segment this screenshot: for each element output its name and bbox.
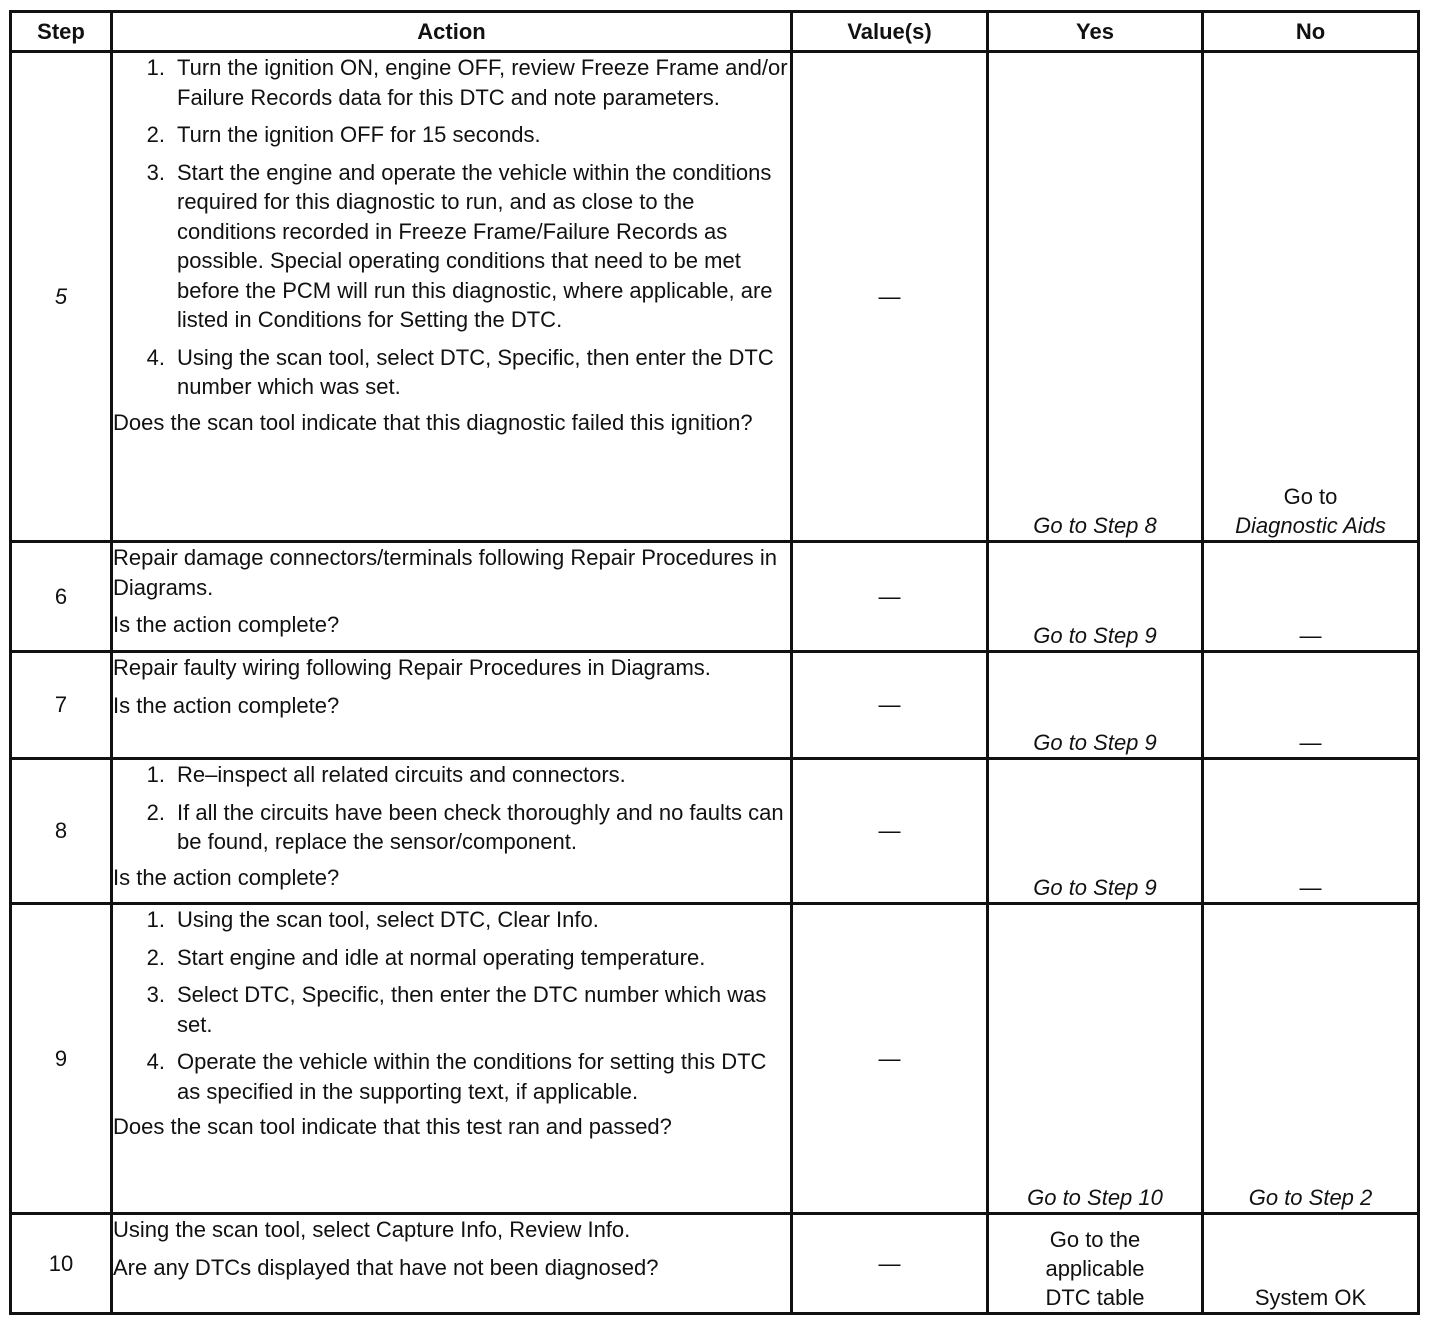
item-number: 1. <box>146 762 165 787</box>
action-cell <box>112 542 792 652</box>
step-number: 7 <box>11 652 112 759</box>
item-text: Operate the vehicle within the conditions for setting this DTC as specified in the supporting text, if applicable. <box>177 1049 767 1104</box>
step-number: 8 <box>11 759 112 904</box>
header-row <box>11 12 1419 52</box>
item-text: Select DTC, Specific, then enter the DTC number which was set. <box>177 982 767 1037</box>
item-text: Re–inspect all related circuits and connectors. <box>177 762 626 787</box>
table-row <box>11 904 1419 1214</box>
item-number: 1. <box>146 907 165 932</box>
header-step: Step <box>11 12 112 52</box>
yes-text-line: DTC table <box>1045 1285 1145 1310</box>
item-number: 4. <box>146 344 165 370</box>
item-number: 2. <box>146 799 165 825</box>
action-cell <box>112 652 792 759</box>
list-item <box>113 1047 790 1106</box>
item-text: If all the circuits have been check thoroughly and no faults can be found, replace the sensor/component. <box>177 799 784 854</box>
yes-cell: Go to Step 9 <box>988 759 1203 904</box>
no-cell: — <box>1203 542 1419 652</box>
step-number: 9 <box>11 904 112 1214</box>
no-cell: System OK <box>1203 1214 1419 1314</box>
action-question: Is the action complete? <box>113 864 340 890</box>
value-cell: — <box>792 52 988 542</box>
header-action: Action <box>112 12 792 52</box>
item-number: 1. <box>146 55 165 80</box>
value-cell: — <box>792 652 988 759</box>
action-list <box>113 905 790 1106</box>
action-cell <box>112 52 792 542</box>
value-cell: — <box>792 904 988 1214</box>
list-item <box>113 343 790 402</box>
action-question: Is the action complete? <box>113 612 340 637</box>
item-text: Turn the ignition ON, engine OFF, review Freeze Frame and/or Failure Records data for this DTC and note parameters. <box>177 55 788 110</box>
no-cell: — <box>1203 759 1419 904</box>
item-text: Turn the ignition OFF for 15 seconds. <box>177 122 541 147</box>
item-number: 2. <box>146 944 165 970</box>
action-cell <box>112 759 792 904</box>
action-question: Does the scan tool indicate that this diagnostic failed this ignition? <box>113 409 753 435</box>
action-list <box>113 760 790 857</box>
action-text: Repair damage connectors/terminals following Repair Procedures in Diagrams. <box>113 545 777 600</box>
item-number: 4. <box>146 1049 165 1074</box>
list-item <box>113 760 790 790</box>
yes-cell: Go to Step 10 <box>988 904 1203 1214</box>
list-item <box>113 798 790 857</box>
value-cell: — <box>792 1214 988 1314</box>
list-item <box>113 120 790 150</box>
list-item <box>113 943 790 973</box>
value-cell: — <box>792 759 988 904</box>
no-cell: — <box>1203 652 1419 759</box>
no-text-line: Go to <box>1283 484 1338 509</box>
item-number: 3. <box>146 982 165 1007</box>
action-question: Is the action complete? <box>113 692 340 718</box>
header-no: No <box>1203 12 1419 52</box>
diagnostic-table <box>9 10 1420 1315</box>
yes-cell: Go to Step 9 <box>988 652 1203 759</box>
list-item <box>113 905 790 935</box>
yes-cell: Go to Step 9 <box>988 542 1203 652</box>
item-text: Start the engine and operate the vehicle within the conditions required for this diagnostic to run, and as close to the conditions recorded in Freeze Frame/Failure Records as possible. Special operating conditions that need to be met before the PCM will run this diagnostic, where applicable, are listed in Conditions for Setting the DTC. <box>177 159 773 332</box>
action-question: Are any DTCs displayed that have not been diagnosed? <box>113 1254 659 1280</box>
table-row <box>11 542 1419 652</box>
header-values: Value(s) <box>792 12 988 52</box>
header-yes: Yes <box>988 12 1203 52</box>
yes-text-line: Go to the <box>1049 1227 1141 1252</box>
action-cell <box>112 904 792 1214</box>
no-cell <box>1203 52 1419 542</box>
list-item <box>113 158 790 335</box>
yes-cell: Go to Step 8 <box>988 52 1203 542</box>
table-row <box>11 52 1419 542</box>
yes-cell <box>988 1214 1203 1314</box>
table-row <box>11 652 1419 759</box>
table-row <box>11 1214 1419 1314</box>
yes-text-line: applicable <box>1045 1256 1145 1281</box>
list-item <box>113 53 790 112</box>
step-number: 6 <box>11 542 112 652</box>
table-row <box>11 759 1419 904</box>
value-cell: — <box>792 542 988 652</box>
item-number: 3. <box>146 159 165 185</box>
item-text: Start engine and idle at normal operating temperature. <box>177 944 706 970</box>
step-number: 5 <box>11 52 112 542</box>
action-question: Does the scan tool indicate that this test ran and passed? <box>113 1114 672 1139</box>
item-number: 2. <box>146 122 165 147</box>
no-text-line: Diagnostic Aids <box>1235 513 1386 538</box>
item-text: Using the scan tool, select DTC, Clear Info. <box>177 907 599 932</box>
step-number: 10 <box>11 1214 112 1314</box>
list-item <box>113 980 790 1039</box>
action-cell <box>112 1214 792 1314</box>
item-text: Using the scan tool, select DTC, Specific, then enter the DTC number which was set. <box>177 344 774 399</box>
no-cell: Go to Step 2 <box>1203 904 1419 1214</box>
action-text: Using the scan tool, select Capture Info, Review Info. <box>113 1217 631 1242</box>
action-text: Repair faulty wiring following Repair Procedures in Diagrams. <box>113 655 711 680</box>
action-list <box>113 53 790 402</box>
